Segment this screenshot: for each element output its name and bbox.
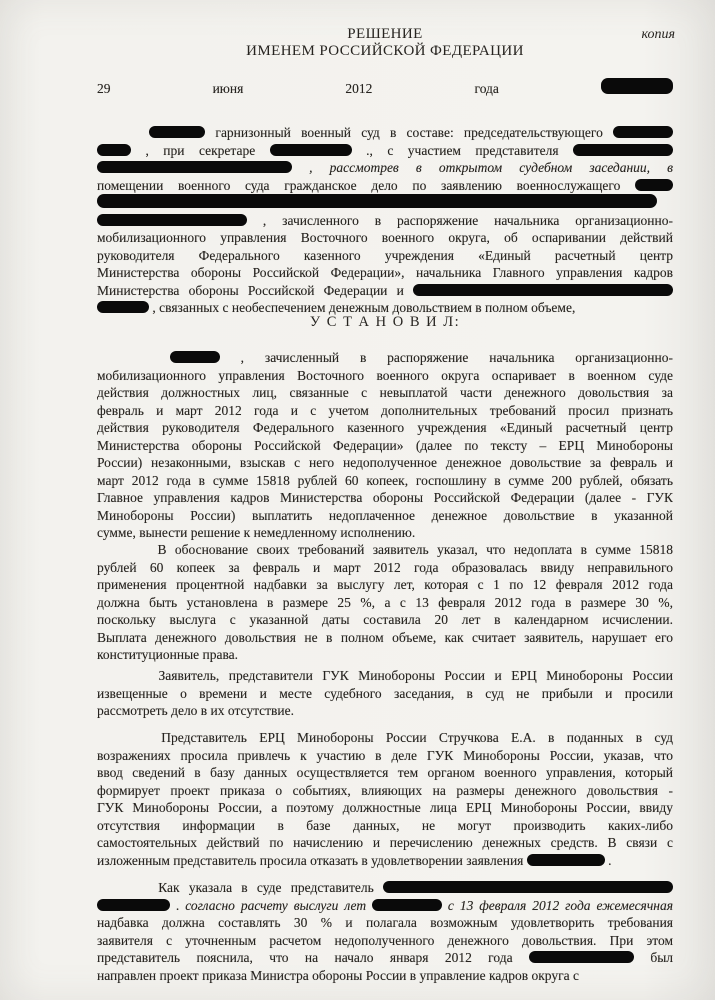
text-line: [97, 594, 673, 612]
text-line: [97, 685, 673, 703]
claims-paragraph: [97, 349, 673, 542]
text-line: [97, 879, 673, 897]
indent-spacer: [97, 891, 149, 892]
indent-spacer: [97, 553, 149, 554]
text-run: представитель пояснила, что на начало января 2012 года: [97, 950, 513, 965]
text-run: согласно расчету выслуги лет: [185, 897, 367, 913]
redaction-bar: [97, 161, 292, 173]
redaction-bar: [97, 301, 149, 313]
text-run: ГУК Минобороны России, а поэтому должностные лица ЕРЦ Минобороны России, ввиду: [97, 800, 673, 815]
text-line: [97, 384, 673, 402]
text-run: , рассмотрев в открытом судебном заседании, в: [309, 160, 673, 175]
text-line: [97, 489, 673, 507]
text-line: [97, 229, 673, 247]
text-run: изложенным представитель просила отказать в удовлетворении заявления: [97, 852, 524, 868]
justification-paragraph: [97, 541, 673, 664]
text-line: [97, 834, 673, 852]
redaction-bar: [413, 284, 673, 296]
text-line: [97, 897, 673, 915]
text-run: сумме, вынести решение к немедленному исполнению.: [97, 525, 416, 540]
text-line: [97, 932, 673, 950]
text-line: [97, 349, 673, 367]
text-run: рассмотреть дело в их отсутствие.: [97, 703, 295, 718]
text-run: Представитель ЕРЦ Минобороны России Стручкова Е.А. в поданных в суд: [161, 730, 673, 745]
erc-representative-paragraph: [97, 729, 673, 869]
text-run: должна быть установлена в размере 25 %, а с 13 февраля 2012 года в размере 30 %,: [97, 594, 673, 610]
redaction-bar: [613, 126, 673, 138]
indent-spacer: [97, 361, 149, 362]
text-line: [97, 729, 673, 747]
text-run: .: [175, 897, 180, 913]
text-run: Заявитель, представители ГУК Минобороны России и ЕРЦ Минобороны России: [158, 668, 673, 683]
text-run: 29 июня 2012 года: [97, 81, 499, 96]
text-line: [97, 949, 673, 967]
document-title: [97, 26, 673, 60]
redaction-bar: [527, 854, 605, 866]
text-line: [97, 78, 673, 96]
ustanovil-heading: У С Т А Н О В И Л:: [309, 314, 461, 330]
text-run: мобилизационного управления Восточного военного округа, об оспаривании действий: [97, 230, 673, 245]
text-run: мобилизационного управления Восточного военного округа оспаривает в военном суде: [97, 367, 673, 383]
text-run: направлен проект приказа Министра обороны России в управление кадров округа с: [97, 967, 579, 983]
text-run: , зачисленного в распоряжение начальника организационно-: [262, 212, 673, 228]
text-line: [97, 437, 673, 455]
text-line: [97, 667, 673, 685]
text-run: ., с участием представителя: [366, 142, 559, 158]
text-line: [97, 402, 673, 420]
text-line: [97, 124, 673, 142]
title-line-1: РЕШЕНИЕ: [347, 26, 423, 42]
text-line: [97, 264, 673, 282]
text-run: применения процентной надбавки за выслугу лет, которая с 1 по 12 февраля 2012 года: [97, 577, 673, 592]
text-run: заявителя с уточненным расчетом недополученного денежного довольствия. При этом: [97, 932, 673, 948]
text-line: [97, 247, 673, 265]
redaction-bar: [573, 144, 673, 156]
text-line: [97, 159, 673, 177]
text-run: , при секретаре: [145, 142, 256, 158]
text-run: рублей 60 копеек за февраль и март 2012 года образовалась ввиду неправильного: [97, 559, 673, 575]
text-run: , связанных с необеспечением денежным довольствием в полном объеме,: [152, 300, 576, 315]
redaction-bar: [97, 144, 131, 156]
text-line: [97, 507, 673, 525]
redaction-bar: [383, 881, 673, 893]
redaction-bar: [97, 194, 657, 208]
redaction-bar: [270, 144, 352, 156]
text-line: [97, 629, 673, 647]
text-run: Минобороны России) выплатить недоплаченное денежное довольствие в указанной: [97, 507, 673, 523]
guk-representative-paragraph: [97, 879, 673, 984]
text-line: [97, 702, 673, 720]
text-line: [97, 367, 673, 385]
text-line: [97, 914, 673, 932]
text-run: действия должностных лиц, связанные с невыплатой части денежного довольствия за: [97, 385, 673, 400]
text-line: [97, 799, 673, 817]
text-line: [97, 299, 673, 317]
indent-spacer: [97, 741, 149, 742]
text-line: [97, 967, 673, 985]
redaction-bar: [170, 351, 220, 363]
text-run: февраль и март 2012 года и с учетом дополнительных требований просил признать: [97, 402, 673, 418]
redaction-bar: [635, 179, 673, 191]
text-line: [97, 764, 673, 782]
text-run: отсутствия информации в базе данных, не могут производить каких-либо: [97, 817, 673, 833]
text-line: [97, 611, 673, 629]
redaction-bar: [149, 126, 205, 138]
text-line: [97, 282, 673, 300]
text-line: [97, 472, 673, 490]
text-run: был: [650, 950, 673, 965]
text-run: формирует проект приказа о событиях, влияющих на размеры денежного довольствия -: [97, 782, 673, 798]
text-line: [97, 419, 673, 437]
intro-paragraph: [97, 124, 673, 317]
text-run: март 2012 года в сумме 15818 рублей 60 копеек, госпошлину в сумме 200 рублей, обязать: [97, 472, 673, 488]
text-run: извещенные о времени и месте судебного заседания, в суд не прибыли и просили: [97, 685, 673, 701]
text-run: поскольку выслуга с указанной даты составила 20 лет в календарном исчислении.: [97, 612, 673, 627]
text-line: [97, 194, 673, 212]
text-line: [97, 142, 673, 160]
redaction-bar: [372, 899, 442, 911]
title-line-2: ИМЕНЕМ РОССИЙСКОЙ ФЕДЕРАЦИИ: [246, 43, 524, 59]
redaction-bar: [601, 78, 673, 94]
text-line: [97, 782, 673, 800]
text-line: [97, 212, 673, 230]
text-run: помещении военного суда гражданское дело по заявлению военнослужащего: [97, 177, 621, 193]
text-run: В обоснование своих требований заявитель указал, что недоплата в сумме 15818: [157, 542, 673, 557]
redaction-bar: [97, 899, 170, 911]
indent-spacer: [97, 679, 149, 680]
text-run: конституционные права.: [97, 647, 239, 662]
text-run: Министерства обороны Российской Федерации и: [97, 282, 404, 298]
text-run: с 13 февраля 2012 года ежемесячная: [447, 897, 673, 913]
text-run: действия руководителя Федерального казенного учреждения «Единый расчетный центр: [97, 420, 673, 435]
text-run: возражениях просила привлечь к участию в деле ГУК Минобороны России, указав, что: [97, 747, 673, 763]
text-line: [97, 852, 673, 870]
text-run: Министерства обороны Российской Федерации» (далее по тексту – ЕРЦ Минобороны: [97, 437, 673, 453]
text-run: Министерства обороны Российской Федерации», начальника Главного управления кадров: [97, 265, 673, 280]
text-line: [97, 576, 673, 594]
text-run: , зачисленный в распоряжение начальника организационно-: [240, 350, 673, 365]
text-line: [97, 747, 673, 765]
text-line: [97, 454, 673, 472]
text-run: Выплата денежного довольствия не в полном объеме, как считает заявитель, нарушает его: [97, 629, 673, 645]
text-line: [97, 817, 673, 835]
redaction-bar: [97, 214, 247, 226]
text-run: гарнизонный военный суд в составе: председательствующего: [215, 125, 603, 140]
text-line: [97, 524, 673, 542]
text-run: руководителя Федерального казенного учреждения «Единый расчетный центр: [97, 247, 673, 263]
text-line: [97, 541, 673, 559]
text-run: Как указала в суде представитель: [158, 880, 374, 895]
text-run: России) незаконными, взыскав с него недополученное денежное довольствие за февраль и: [97, 455, 673, 470]
copy-label: копия: [641, 27, 675, 42]
text-run: ввод сведений в базу данных осуществляется тем органом военного управления, который: [97, 765, 673, 780]
text-run: самостоятельных действий по начислению и перечислению денежных средств. В связи с: [97, 835, 673, 850]
text-run: надбавка должна составлять 30 % и полагала возможным удовлетворить требования: [97, 915, 673, 930]
redaction-bar: [529, 951, 634, 963]
text-run: Главное управления кадров Министерства обороны Российской Федерации (далее - ГУК: [97, 490, 673, 505]
text-line: [97, 559, 673, 577]
parties-absence-paragraph: [97, 667, 673, 720]
text-line: [97, 646, 673, 664]
indent-spacer: [97, 136, 139, 137]
text-line: [97, 177, 673, 195]
date-row: [97, 78, 673, 96]
text-run: .: [608, 852, 612, 868]
